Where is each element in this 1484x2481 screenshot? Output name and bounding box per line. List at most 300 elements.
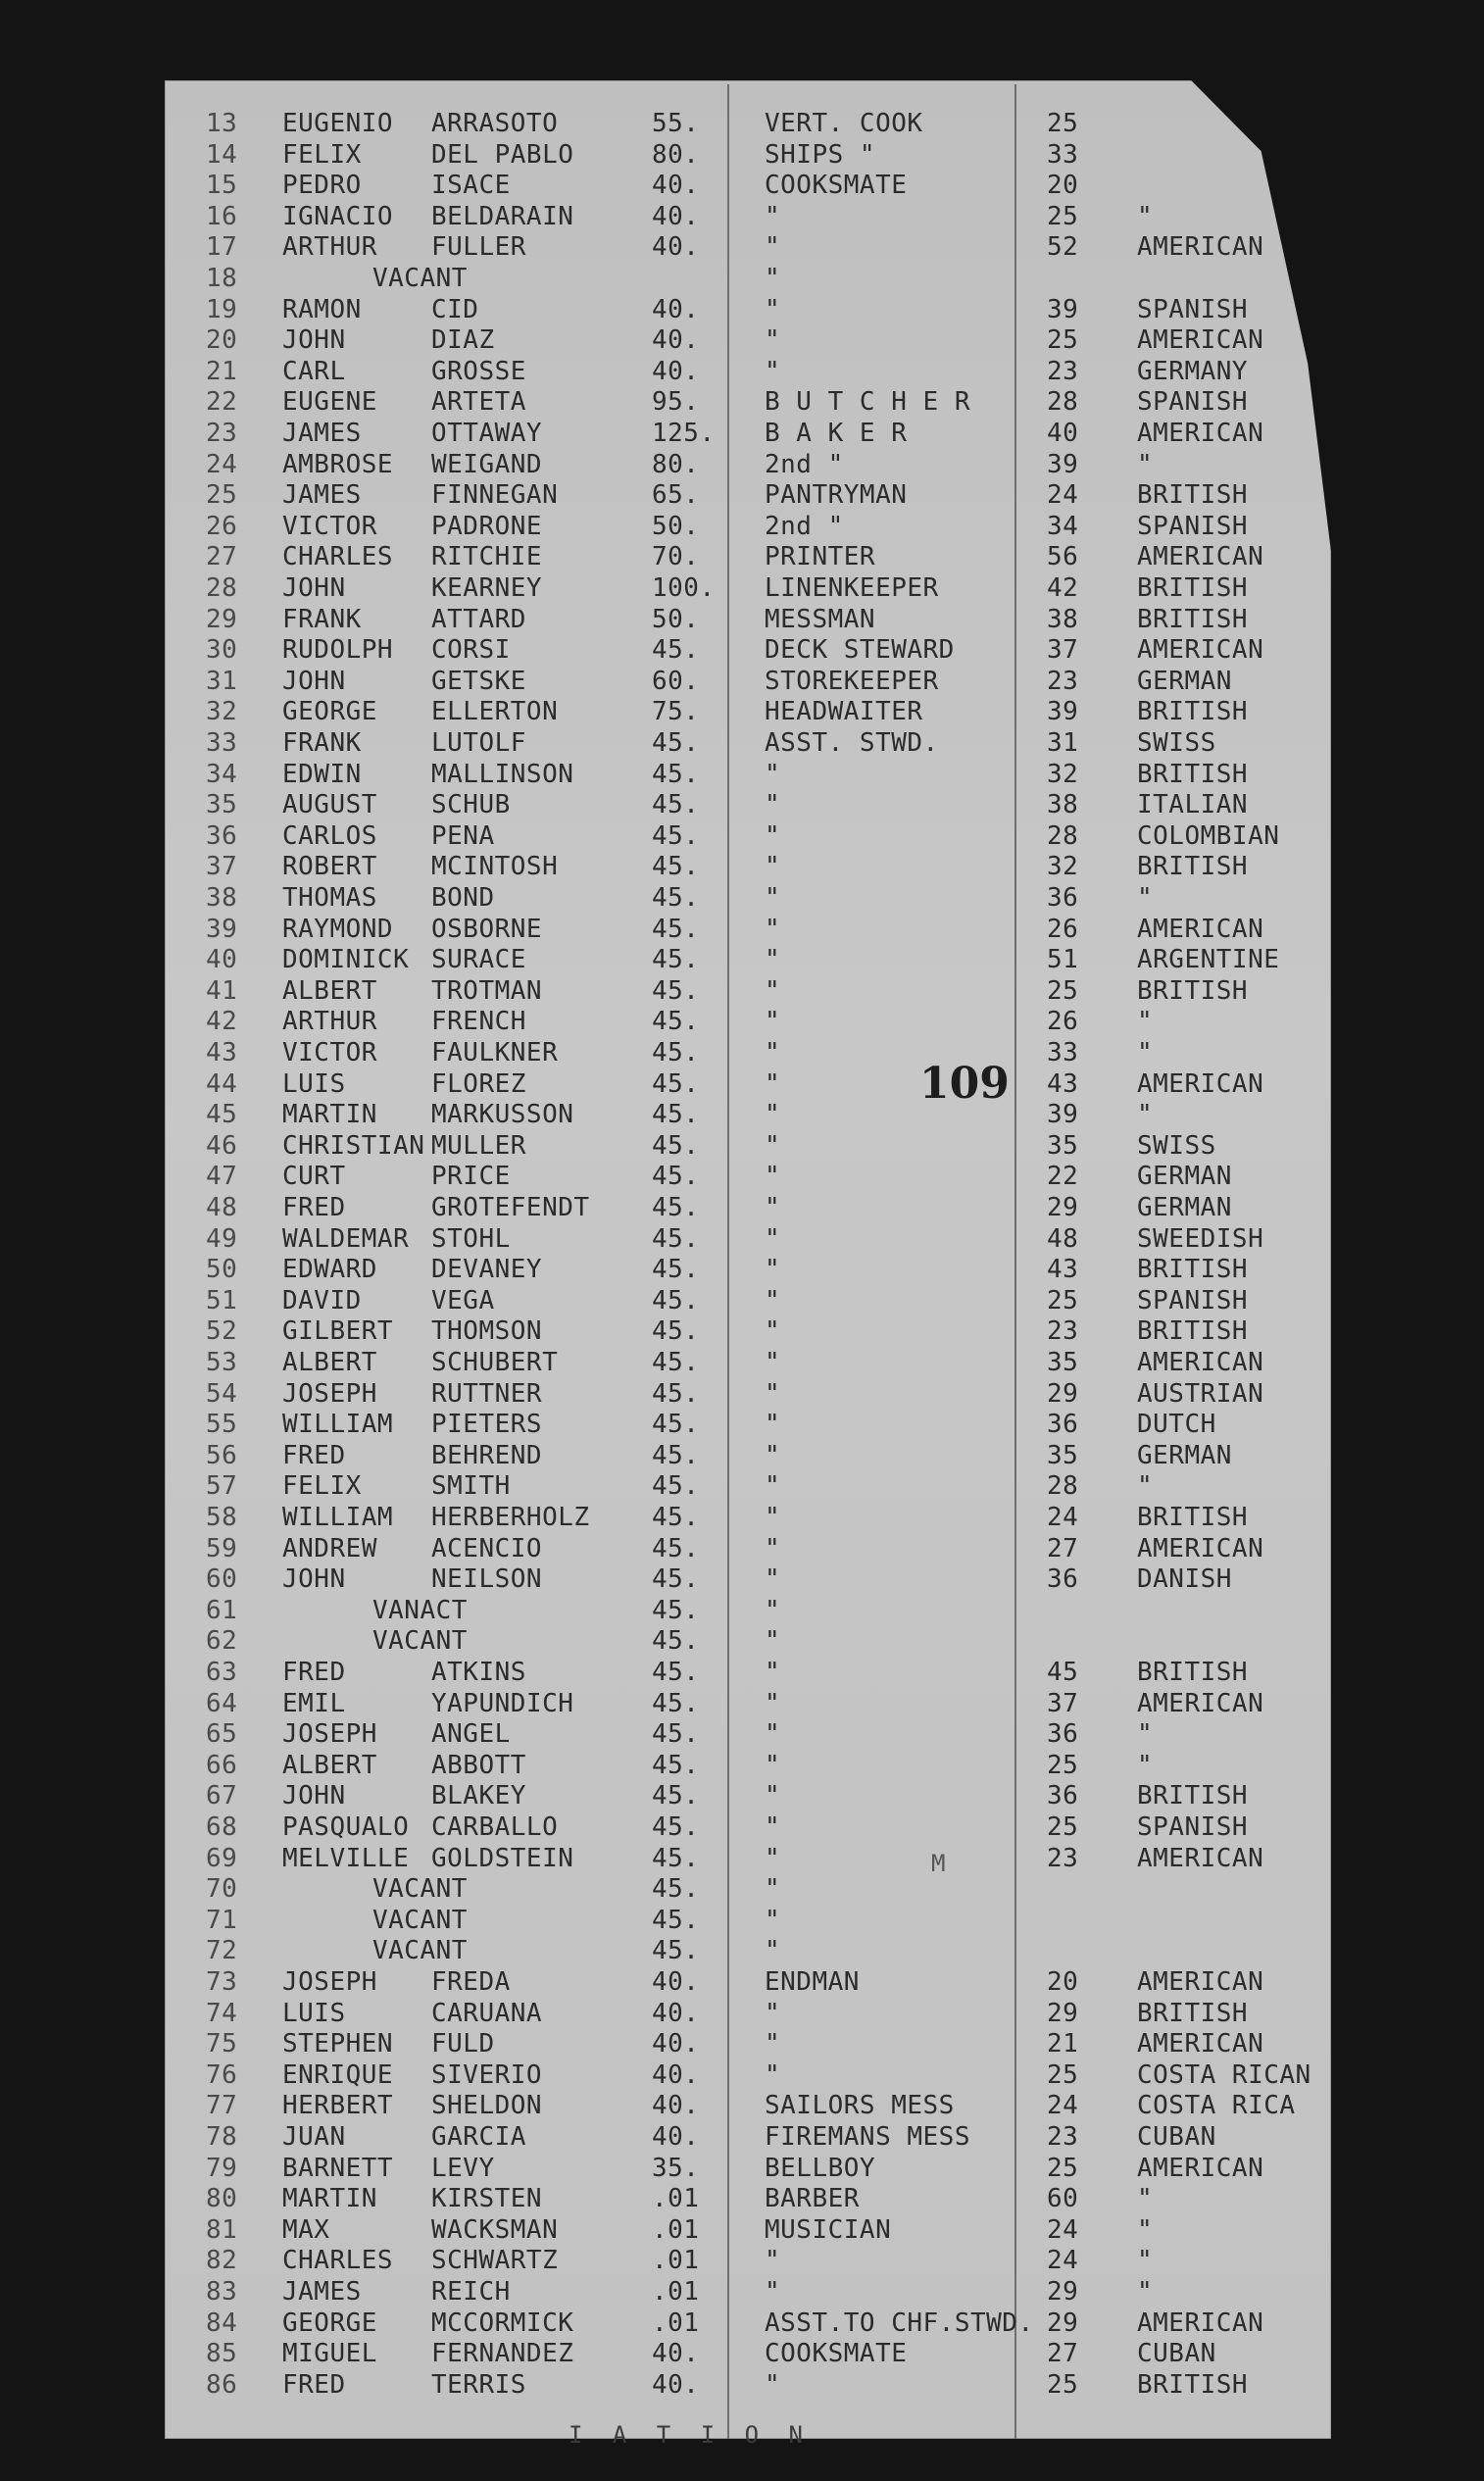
crew-row [0, 294, 1484, 325]
nationality: " [1137, 1038, 1154, 1067]
rating: " [765, 759, 781, 789]
age: 37 [1047, 635, 1079, 666]
rating: SHIPS " [765, 139, 876, 170]
age: 25 [1047, 2059, 1079, 2090]
first-name: MAX [282, 2214, 330, 2245]
nationality: COSTA RICA [1137, 2091, 1296, 2121]
row-number: 30 [206, 635, 238, 666]
nationality: BRITISH [1137, 1998, 1249, 2028]
last-name: BELDARAIN [431, 201, 574, 231]
rating: " [765, 1378, 781, 1409]
last-name: KEARNEY [431, 573, 543, 603]
crew-row [0, 139, 1484, 171]
nationality: DUTCH [1137, 1410, 1216, 1440]
nationality: COSTA RICAN [1137, 2059, 1311, 2090]
wage: .01 [652, 2246, 700, 2276]
rating: DECK STEWARD [765, 635, 955, 666]
first-name: ALBERT [282, 1750, 377, 1780]
row-number: 70 [206, 1874, 238, 1905]
age: 23 [1047, 666, 1079, 696]
last-name: SCHUBERT [431, 1348, 559, 1377]
crew-row [0, 2276, 1484, 2307]
age: 35 [1047, 1440, 1079, 1470]
rating: PANTRYMAN [765, 480, 908, 511]
age: 24 [1047, 2214, 1079, 2245]
rating: COOKSMATE [765, 2339, 908, 2369]
rating: " [765, 1812, 781, 1842]
age: 29 [1047, 1378, 1079, 1409]
vacant-label: VACANT [372, 264, 468, 293]
age: 20 [1047, 1967, 1079, 1997]
last-name: MCINTOSH [431, 852, 559, 882]
wage: 40. [652, 171, 700, 201]
wage: 125. [652, 419, 716, 448]
rating: COOKSMATE [765, 171, 908, 201]
first-name: RUDOLPH [282, 635, 394, 666]
age: 33 [1047, 139, 1079, 170]
row-number: 44 [206, 1068, 238, 1099]
nationality: ARGENTINE [1137, 945, 1280, 975]
rating: " [765, 201, 781, 231]
rating: " [765, 1316, 781, 1347]
wage: 45. [652, 1750, 700, 1780]
crew-row [0, 324, 1484, 356]
last-name: PRICE [431, 1162, 511, 1192]
margin-mark: M [931, 1850, 946, 1877]
last-name: BEHREND [431, 1440, 543, 1470]
age: 56 [1047, 542, 1079, 572]
crew-row [0, 1409, 1484, 1440]
first-name: FRED [282, 1658, 346, 1687]
age: 35 [1047, 1130, 1079, 1161]
crew-row [0, 944, 1484, 975]
rating: " [765, 820, 781, 851]
age: 29 [1047, 2307, 1079, 2338]
age: 36 [1047, 1719, 1079, 1750]
vacant-label: VACANT [372, 1905, 468, 1935]
last-name: FULLER [431, 232, 526, 263]
row-number: 58 [206, 1503, 238, 1532]
rating: " [765, 232, 781, 263]
first-name: FRED [282, 2369, 346, 2400]
age: 25 [1047, 975, 1079, 1006]
last-name: ABBOTT [431, 1750, 526, 1780]
crew-row [0, 1161, 1484, 1192]
rating: " [765, 975, 781, 1006]
nationality: BRITISH [1137, 604, 1249, 634]
rating: " [765, 1998, 781, 2028]
crew-row [0, 1625, 1484, 1657]
first-name: JOHN [282, 666, 346, 696]
wage: 45. [652, 759, 700, 789]
row-number: 19 [206, 294, 238, 324]
first-name: WILLIAM [282, 1503, 394, 1532]
crew-row [0, 696, 1484, 727]
last-name: WEIGAND [431, 449, 543, 479]
age: 43 [1047, 1255, 1079, 1285]
crew-row [0, 1750, 1484, 1781]
last-name: STOHL [431, 1223, 511, 1254]
vacant-label: VANACT [372, 1595, 468, 1625]
nationality: BRITISH [1137, 975, 1249, 1006]
first-name: JOSEPH [282, 1967, 377, 1997]
first-name: JOSEPH [282, 1378, 377, 1409]
age: 37 [1047, 1688, 1079, 1718]
crew-row [0, 1718, 1484, 1750]
rating: " [765, 1564, 781, 1595]
row-number: 76 [206, 2059, 238, 2090]
rating: " [765, 294, 781, 324]
rating: BARBER [765, 2184, 860, 2214]
last-name: OTTAWAY [431, 419, 543, 448]
last-name: BOND [431, 883, 495, 913]
crew-row [0, 2369, 1484, 2401]
last-name: ISACE [431, 171, 511, 201]
nationality: " [1137, 2277, 1154, 2307]
vacant-label: VACANT [372, 1626, 468, 1657]
last-name: FERNANDEZ [431, 2339, 574, 2369]
wage: 65. [652, 480, 700, 511]
row-number: 63 [206, 1658, 238, 1687]
last-name: ARRASOTO [431, 109, 559, 138]
wage: 45. [652, 1316, 700, 1347]
age: 23 [1047, 1843, 1079, 1873]
wage: 45. [652, 1564, 700, 1595]
nationality: AMERICAN [1137, 635, 1264, 666]
nationality: BRITISH [1137, 759, 1249, 789]
wage: 45. [652, 1719, 700, 1750]
row-number: 29 [206, 604, 238, 634]
wage: 50. [652, 604, 700, 634]
row-number: 50 [206, 1255, 238, 1285]
last-name: SURACE [431, 945, 526, 975]
first-name: JAMES [282, 2277, 362, 2307]
rating: " [765, 1905, 781, 1935]
nationality: GERMANY [1137, 356, 1249, 386]
row-number: 66 [206, 1750, 238, 1780]
rating: " [765, 1068, 781, 1099]
row-number: 40 [206, 945, 238, 975]
nationality: AMERICAN [1137, 2153, 1264, 2183]
first-name: EDWARD [282, 1255, 377, 1285]
last-name: GETSKE [431, 666, 526, 696]
row-number: 37 [206, 852, 238, 882]
age: 38 [1047, 604, 1079, 634]
rating: SAILORS MESS [765, 2091, 955, 2121]
wage: 45. [652, 1874, 700, 1905]
age: 29 [1047, 1998, 1079, 2028]
row-number: 49 [206, 1223, 238, 1254]
rating: " [765, 1719, 781, 1750]
rating: " [765, 1285, 781, 1315]
wage: 45. [652, 1781, 700, 1811]
first-name: ALBERT [282, 1348, 377, 1377]
last-name: RUTTNER [431, 1378, 543, 1409]
crew-row [0, 231, 1484, 263]
row-number: 59 [206, 1533, 238, 1563]
last-name: PIETERS [431, 1410, 543, 1440]
nationality: GERMAN [1137, 1193, 1232, 1222]
age: 29 [1047, 2277, 1079, 2307]
row-number: 86 [206, 2369, 238, 2400]
last-name: WACKSMAN [431, 2214, 559, 2245]
crew-row [0, 1192, 1484, 1223]
crew-row [0, 2121, 1484, 2153]
nationality: SWEEDISH [1137, 1223, 1264, 1254]
age: 39 [1047, 697, 1079, 727]
row-number: 22 [206, 387, 238, 418]
rating: " [765, 914, 781, 944]
nationality: AMERICAN [1137, 1068, 1264, 1099]
crew-row [0, 1873, 1484, 1905]
last-name: SIVERIO [431, 2059, 543, 2090]
crew-row [0, 914, 1484, 945]
wage: 40. [652, 2091, 700, 2121]
first-name: DOMINICK [282, 945, 410, 975]
rating: FIREMANS MESS [765, 2122, 970, 2152]
rating: " [765, 1874, 781, 1905]
rating: " [765, 1533, 781, 1563]
nationality: " [1137, 2184, 1154, 2214]
rating: PRINTER [765, 542, 876, 572]
row-number: 45 [206, 1100, 238, 1130]
wage: 80. [652, 449, 700, 479]
crew-row [0, 1595, 1484, 1626]
crew-row [0, 1378, 1484, 1410]
row-number: 61 [206, 1595, 238, 1625]
age: 21 [1047, 2029, 1079, 2059]
last-name: FRENCH [431, 1007, 526, 1037]
row-number: 14 [206, 139, 238, 170]
last-name: GOLDSTEIN [431, 1843, 574, 1873]
wage: 45. [652, 1626, 700, 1657]
row-number: 62 [206, 1626, 238, 1657]
crew-row [0, 1315, 1484, 1347]
first-name: RAMON [282, 294, 362, 324]
crew-row [0, 1563, 1484, 1595]
rating: B A K E R [765, 419, 908, 448]
row-number: 77 [206, 2091, 238, 2121]
wage: 45. [652, 1688, 700, 1718]
first-name: ARTHUR [282, 232, 377, 263]
first-name: DAVID [282, 1285, 362, 1315]
crew-row [0, 449, 1484, 480]
row-number: 82 [206, 2246, 238, 2276]
nationality: BRITISH [1137, 1658, 1249, 1687]
row-number: 74 [206, 1998, 238, 2028]
last-name: FAULKNER [431, 1038, 559, 1067]
last-name: MALLINSON [431, 759, 574, 789]
wage: 45. [652, 728, 700, 758]
nationality: AMERICAN [1137, 232, 1264, 263]
wage: 40. [652, 1967, 700, 1997]
first-name: MIGUEL [282, 2339, 377, 2369]
first-name: STEPHEN [282, 2029, 394, 2059]
last-name: ANGEL [431, 1719, 511, 1750]
rating: ENDMAN [765, 1967, 860, 1997]
nationality: DANISH [1137, 1564, 1232, 1595]
age: 52 [1047, 232, 1079, 263]
age: 31 [1047, 728, 1079, 758]
nationality: BRITISH [1137, 1503, 1249, 1532]
nationality: AMERICAN [1137, 419, 1264, 448]
rating: " [765, 1626, 781, 1657]
nationality: " [1137, 2246, 1154, 2276]
last-name: RITCHIE [431, 542, 543, 572]
rating: " [765, 1503, 781, 1532]
row-number: 17 [206, 232, 238, 263]
rating: " [765, 325, 781, 356]
last-name: CARUANA [431, 1998, 543, 2028]
crew-row [0, 1843, 1484, 1874]
crew-row [0, 1068, 1484, 1100]
crew-row [0, 386, 1484, 418]
first-name: PASQUALO [282, 1812, 410, 1842]
row-number: 15 [206, 171, 238, 201]
last-name: MARKUSSON [431, 1100, 574, 1130]
row-number: 24 [206, 449, 238, 479]
first-name: LUIS [282, 1998, 346, 2028]
wage: 40. [652, 294, 700, 324]
nationality: AMERICAN [1137, 2307, 1264, 2338]
rating: " [765, 264, 781, 293]
age: 24 [1047, 480, 1079, 511]
rating: " [765, 1193, 781, 1222]
last-name: CORSI [431, 635, 511, 666]
nationality: AMERICAN [1137, 1533, 1264, 1563]
rating: " [765, 2029, 781, 2059]
last-name: GARCIA [431, 2122, 526, 2152]
row-number: 25 [206, 480, 238, 511]
wage: 45. [652, 1285, 700, 1315]
row-number: 81 [206, 2214, 238, 2245]
vacant-label: VACANT [372, 1874, 468, 1905]
crew-row [0, 2338, 1484, 2369]
age: 28 [1047, 820, 1079, 851]
crew-row [0, 604, 1484, 635]
first-name: GILBERT [282, 1316, 394, 1347]
rating: " [765, 1688, 781, 1718]
nationality: SPANISH [1137, 1812, 1249, 1842]
age: 26 [1047, 1007, 1079, 1037]
row-number: 55 [206, 1410, 238, 1440]
last-name: GROSSE [431, 356, 526, 386]
wage: 75. [652, 697, 700, 727]
age: 25 [1047, 109, 1079, 138]
first-name: CHARLES [282, 2246, 394, 2276]
rating: " [765, 2246, 781, 2276]
wage: 40. [652, 325, 700, 356]
nationality: AMERICAN [1137, 1967, 1264, 1997]
first-name: WALDEMAR [282, 1223, 410, 1254]
rating: MUSICIAN [765, 2214, 892, 2245]
rating: HEADWAITER [765, 697, 923, 727]
nationality: GERMAN [1137, 1440, 1232, 1470]
wage: 45. [652, 1378, 700, 1409]
wage: 35. [652, 2153, 700, 2183]
age: 36 [1047, 883, 1079, 913]
nationality: BRITISH [1137, 697, 1249, 727]
rating: ASST. STWD. [765, 728, 939, 758]
row-number: 51 [206, 1285, 238, 1315]
crew-row [0, 1935, 1484, 1966]
rating: " [765, 883, 781, 913]
last-name: DEL PABLO [431, 139, 574, 170]
rating: " [765, 2277, 781, 2307]
rating: " [765, 1781, 781, 1811]
crew-row [0, 1223, 1484, 1255]
rating: BELLBOY [765, 2153, 876, 2183]
row-number: 72 [206, 1936, 238, 1966]
first-name: VICTOR [282, 511, 377, 541]
wage: 40. [652, 2369, 700, 2400]
row-number: 68 [206, 1812, 238, 1842]
row-number: 21 [206, 356, 238, 386]
nationality: ITALIAN [1137, 790, 1249, 820]
wage: 45. [652, 883, 700, 913]
age: 28 [1047, 387, 1079, 418]
first-name: JUAN [282, 2122, 346, 2152]
nationality: AMERICAN [1137, 1843, 1264, 1873]
first-name: LUIS [282, 1068, 346, 1099]
nationality: BRITISH [1137, 1781, 1249, 1811]
wage: 45. [652, 1936, 700, 1966]
wage: 45. [652, 1595, 700, 1625]
wage: 45. [652, 1471, 700, 1502]
last-name: TERRIS [431, 2369, 526, 2400]
crew-row [0, 789, 1484, 820]
crew-row [0, 820, 1484, 852]
crew-row [0, 1440, 1484, 1471]
first-name: IGNACIO [282, 201, 394, 231]
wage: 45. [652, 1038, 700, 1067]
row-number: 56 [206, 1440, 238, 1470]
wage: 45. [652, 1223, 700, 1254]
last-name: TROTMAN [431, 975, 543, 1006]
nationality: AMERICAN [1137, 1348, 1264, 1377]
first-name: THOMAS [282, 883, 377, 913]
first-name: EDWIN [282, 759, 362, 789]
age: 35 [1047, 1348, 1079, 1377]
nationality: SWISS [1137, 1130, 1216, 1161]
last-name: LUTOLF [431, 728, 526, 758]
rating: " [765, 1595, 781, 1625]
first-name: MELVILLE [282, 1843, 410, 1873]
wage: 45. [652, 975, 700, 1006]
first-name: GEORGE [282, 697, 377, 727]
age: 23 [1047, 1316, 1079, 1347]
crew-row [0, 1905, 1484, 1936]
age: 32 [1047, 852, 1079, 882]
crew-row [0, 1285, 1484, 1316]
nationality: SPANISH [1137, 511, 1249, 541]
crew-row [0, 170, 1484, 201]
age: 25 [1047, 2153, 1079, 2183]
last-name: SCHUB [431, 790, 511, 820]
row-number: 42 [206, 1007, 238, 1037]
crew-row [0, 1347, 1484, 1378]
wage: 45. [652, 1440, 700, 1470]
crew-row [0, 759, 1484, 790]
last-name: ATKINS [431, 1658, 526, 1687]
wage: 45. [652, 1503, 700, 1532]
row-number: 36 [206, 820, 238, 851]
row-number: 78 [206, 2122, 238, 2152]
age: 25 [1047, 1285, 1079, 1315]
row-number: 71 [206, 1905, 238, 1935]
age: 25 [1047, 325, 1079, 356]
crew-row [0, 1470, 1484, 1502]
